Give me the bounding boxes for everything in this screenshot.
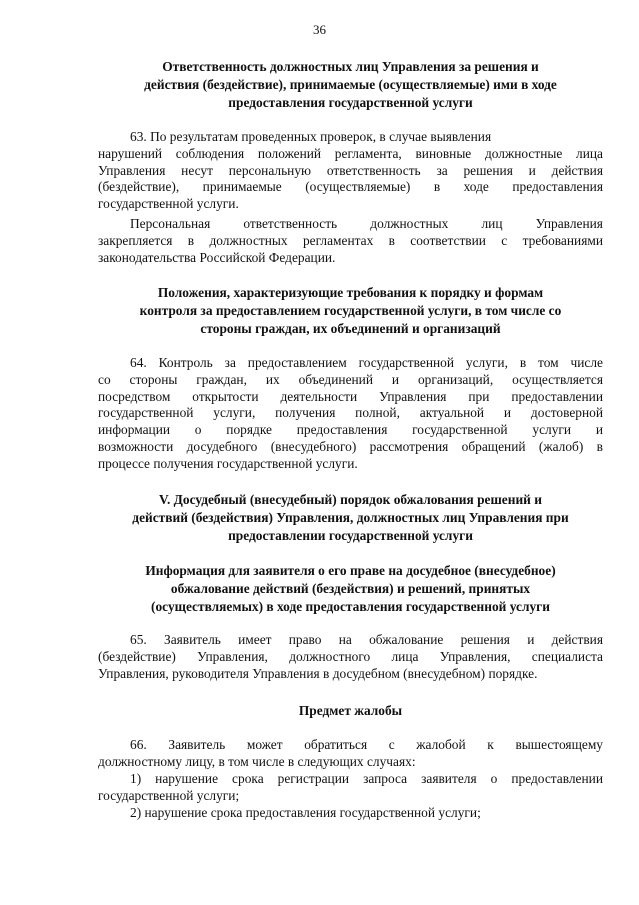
heading-line: Информация для заявителя о его праве на досудебное (внесудебное): [145, 563, 556, 578]
paragraph-63: [98, 129, 603, 213]
text-line: 1) нарушение срока регистрации запроса заявителя о предоставлении: [130, 771, 603, 786]
text-line: должностному лицу, в том числе в следующих случаях:: [98, 753, 416, 769]
text-line: государственной услуги.: [98, 196, 239, 212]
text-line: со стороны граждан, их объединений и организаций, осуществляется: [98, 371, 603, 387]
text-line: нарушений соблюдения положений регламента, виновные должностные лица: [98, 145, 603, 161]
text-line: информации о порядке предоставления государственной услуги и: [98, 422, 603, 438]
section-heading-pretrial-appeal: [98, 491, 603, 545]
text-line-spaced: Персональная ответственность должностных лиц Управления: [130, 216, 603, 231]
section-heading-complaint-subject: [98, 702, 603, 720]
heading-line: Положения, характеризующие требования к порядку и формам: [157, 285, 544, 300]
text-line: (бездействие), принимаемые (осуществляемые) в ходе предоставления: [98, 179, 603, 195]
heading-line: стороны граждан, их объединений и организаций: [200, 321, 501, 336]
heading-line: действия (бездействие), принимаемые (осуществляемые) ими в ходе: [144, 77, 557, 92]
text-line: 63. По результатам проведенных проверок, в случае выявления: [130, 129, 492, 144]
text-line: 2) нарушение срока предоставления государственной услуги;: [130, 805, 481, 820]
text-line: Управления несут персональную ответственность за решения и действия: [98, 162, 603, 178]
heading-line: V. Досудебный (внесудебный) порядок обжалования решений и: [159, 492, 542, 507]
section-heading-control-requirements: [98, 284, 603, 338]
paragraph-66: [98, 737, 603, 771]
paragraph-63-personal-responsibility: [98, 216, 603, 266]
text-line: государственной услуги;: [98, 787, 240, 803]
text-line: 64. Контроль за предоставлением государственной услуги, в том числе: [130, 355, 603, 370]
section-heading-applicant-info: [98, 562, 603, 616]
list-item: [98, 805, 603, 822]
heading-line: Предмет жалобы: [298, 703, 403, 718]
heading-line: (осуществляемых) в ходе предоставления государственной услуги: [151, 599, 550, 614]
text-line: процессе получения государственной услуги.: [98, 455, 358, 471]
paragraph-64: [98, 355, 603, 473]
heading-line: обжалование действий (бездействия) и решений, принятых: [170, 581, 531, 596]
heading-line: предоставления государственной услуги: [228, 95, 473, 110]
text-line: государственной услуги, получения полной, актуальной и достоверной: [98, 405, 603, 421]
text-line: (бездействие) Управления, должностного лица Управления, специалиста: [98, 648, 603, 664]
page-number: 36: [313, 22, 326, 37]
heading-line: Ответственность должностных лиц Управления за решения и: [162, 59, 539, 74]
heading-line: действий (бездействия) Управления, должностных лиц Управления при: [132, 510, 569, 525]
text-line: законодательства Российской Федерации.: [98, 249, 336, 265]
heading-line: предоставлении государственной услуги: [228, 528, 473, 543]
heading-line: контроля за предоставлением государственной услуги, в том числе со: [139, 303, 562, 318]
text-line: 66. Заявитель может обратиться с жалобой к вышестоящему: [130, 737, 603, 752]
text-line: возможности досудебного (внесудебного) рассмотрения обращений (жалоб) в: [98, 438, 603, 454]
text-line: закрепляется в должностных регламентах в соответствии с требованиями: [98, 232, 603, 248]
text-line: 65. Заявитель имеет право на обжалование решения и действия: [130, 632, 603, 647]
paragraph-65: [98, 632, 603, 682]
text-line: посредством открытости деятельности Управления при предоставлении: [98, 388, 603, 404]
list-item: [98, 771, 603, 805]
text-line: Управления, руководителя Управления в досудебном (внесудебном) порядке.: [98, 665, 538, 681]
section-heading-responsibility: [98, 58, 603, 112]
